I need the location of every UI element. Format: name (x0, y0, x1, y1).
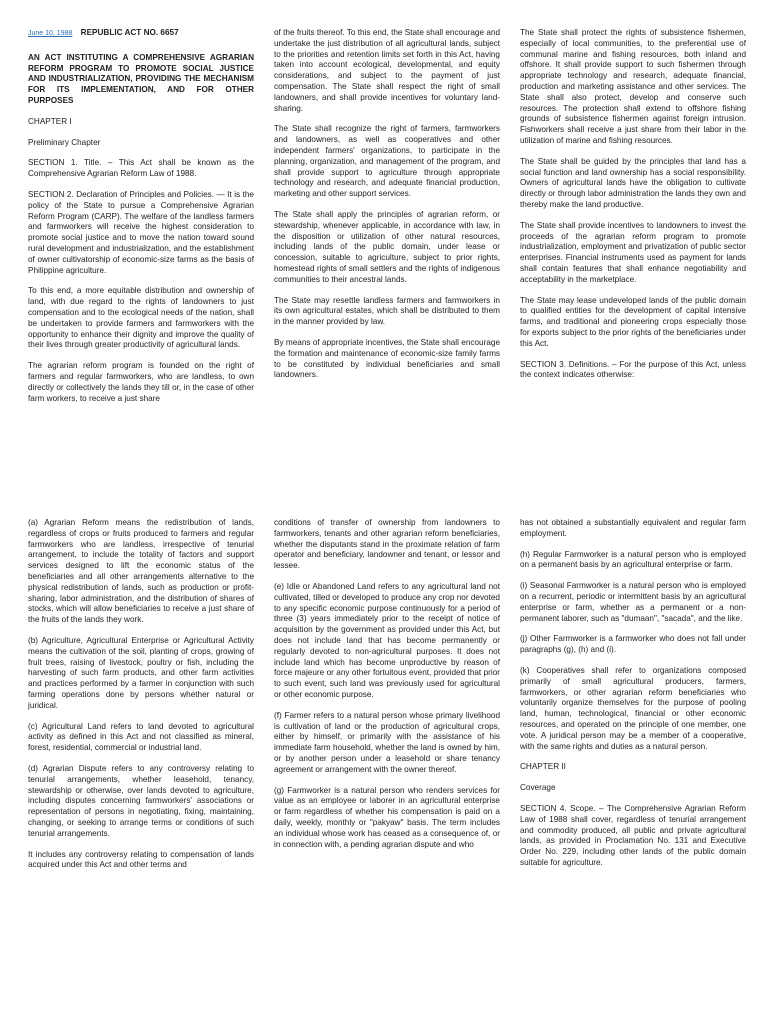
paragraph-group (520, 804, 746, 869)
paragraph: The State shall be guided by the principles that land has a social function and land ownership has a social responsibility. Owners of agricultural lands have the obligation to cultivate directly or through labor administration the lands they own and thereby make the land productive. (520, 156, 746, 209)
column-3 (520, 518, 746, 1008)
paragraph: (c) Agricultural Land refers to land devoted to agricultural activity as defined in this Act and not classified as mineral, forest, residential, commercial or industrial land. (28, 721, 254, 753)
paragraph-group (28, 518, 254, 871)
paragraph-group (520, 518, 746, 752)
paragraph: By means of appropriate incentives, the State shall encourage the formation and maintenance of economic-size family farms to be constituted by individual beneficiaries and small landowners. (274, 337, 500, 380)
paragraph: SECTION 1. Title. – This Act shall be known as the Comprehensive Agrarian Reform Law of 1988. (28, 158, 254, 179)
paragraph: (e) Idle or Abandoned Land refers to any agricultural land not cultivated, tilled or developed to produce any crop nor devoted to any specific economic purpose continuously for a period of three (3) years immediately prior to the receipt of notice of acquisition by the government as provided under this Act, but does not include land that has become permanently or regularly devoted to non-agricultural purposes. It does not include land which has become unproductive by reason of force majeure or any other fortuitous event, provided that prior to such event, such land was previously used for agricultural or other economic purpose. (274, 581, 500, 699)
paragraph: (i) Seasonal Farmworker is a natural person who is employed on a recurrent, periodic or intermittent basis by an agricultural enterprise or farm, whether as a permanent or a non-permanent laborer, such as "dumaan", "sacada", and the like. (520, 581, 746, 623)
paragraph: conditions of transfer of ownership from landowners to farmworkers, tenants and other agrarian reform beneficiaries, whether the disputants stand in the proximate relation of farm operator and beneficiary, landowner and tenant, or lessor and lessee. (274, 518, 500, 571)
paragraph: has not obtained a substantially equivalent and regular farm employment. (520, 518, 746, 538)
paragraph: SECTION 3. Definitions. – For the purpose of this Act, unless the context indicates otherwise: (520, 359, 746, 380)
header-line (28, 28, 254, 40)
chapter-name: Preliminary Chapter (28, 137, 101, 147)
paragraph: It includes any controversy relating to compensation of lands acquired under this Act and other terms and (28, 849, 254, 870)
paragraph: (k) Cooperatives shall refer to organizations composed primarily of small agricultural producers, farmers, farmworkers, or other agrarian reform beneficiaries who voluntarily organize themselves for the purpose of pooling land, human, technological, financial or other economic resources, and operated on the principle of one member, one vote. A juridical person may be a member of a cooperative, with the same rights and duties as a natural person. (520, 665, 746, 751)
paragraph: SECTION 2. Declaration of Principles and Policies. — It is the policy of the State to pursue a Comprehensive Agrarian Reform Program (CARP). The welfare of the landless farmers and farmworkers will receive the highest consideration to promote social justice and to move the nation toward sound rural development and industrialization, and the establishment of owner cultivatorship of economic-size farms as the basis of Philippine agriculture. (28, 189, 254, 275)
paragraph: To this end, a more equitable distribution and ownership of land, with due regard to the rights of landowners to just compensation and to the ecological needs of the nation, shall be undertaken to provide farmers and farmworkers with the opportunity to enhance their dignity and improve the quality of their lives through greater productivity of agricultural lands. (28, 286, 254, 350)
act-title: AN ACT INSTITUTING A COMPREHENSIVE AGRARIAN REFORM PROGRAM TO PROMOTE SOCIAL JUSTICE AND INDUSTRIALIZATION, PROVIDING THE MECHANISM FOR ITS IMPLEMENTATION, AND FOR OTHER PURPOSES (28, 52, 254, 105)
paragraph: The agrarian reform program is founded on the right of farmers and regular farmworkers, who are landless, to own directly or collectively the lands they till or, in the case of other farm workers, to receive a just share (28, 361, 254, 403)
column-2 (274, 28, 500, 518)
paragraph: (b) Agriculture, Agricultural Enterprise or Agricultural Activity means the cultivation of the soil, planting of crops, growing of fruit trees, raising of livestock, poultry or fish, including the harvesting of such farm products, and other farm activities and practices performed by a farmer in conjunction with such farming operations done by persons whether natural or juridical. (28, 635, 254, 710)
paragraph: of the fruits thereof. To this end, the State shall encourage and undertake the just distribution of all agricultural lands, subject to the priorities and retention limits set forth in this Act, having taken into account ecological, developmental, and equity considerations, and subject to the payment of just compensation. The State shall respect the right of small landowners, and shall provide incentives for voluntary land-sharing. (274, 28, 500, 113)
paragraph: The State may lease undeveloped lands of the public domain to qualified entities for the development of capital intensive farms, and traditional and pioneering crops especially those for exports subject to the prior rights of the beneficiaries under this Act. (520, 295, 746, 348)
paragraph-group (28, 158, 254, 404)
bottom-section (28, 518, 746, 1008)
chapter-heading: CHAPTER II (520, 762, 566, 772)
paragraph: (h) Regular Farmworker is a natural person who is employed on a permanent basis by an agricultural enterprise or farm. (520, 549, 746, 570)
paragraph: SECTION 4. Scope. – The Comprehensive Agrarian Reform Law of 1988 shall cover, regardless of tenurial arrangement and commodity produced, all public and private agricultural lands, as provided in Proclamation No. 131 and Executive Order No. 229, including other lands of the public domain suitable for agriculture. (520, 803, 746, 867)
paragraph: (g) Farmworker is a natural person who renders services for value as an employee or laborer in an agricultural enterprise or farm regardless of whether his compensation is paid on a daily, weekly, monthly or "pakyaw" basis. The term includes an individual whose work has ceased as a consequence of, or in connection with, a pending agrarian dispute and who (274, 785, 500, 849)
paragraph: The State shall apply the principles of agrarian reform, or stewardship, whenever applicable, in accordance with law, in the disposition or utilization of other natural resources, including lands of the public domain, under lease or concession, suitable to agriculture, subject to prior rights, homestead rights of small settlers and the rights of indigenous communities to their ancestral lands. (274, 209, 500, 284)
chapter-heading: CHAPTER I (28, 116, 72, 126)
paragraph: The State shall protect the rights of subsistence fishermen, especially of local communities, to the preferential use of communal marine and fishing resources, both inland and offshore. It shall provide support to such fishermen through appropriate technology and research, adequate financial, production and marketing assistance and other services. The State shall also protect, develop and conserve such resources. The protection shall extend to offshore fishing grounds of subsistence fishermen against foreign intrusion. Fishworkers shall receive a just share from their labor in the utilization of marine and fishing resources. (520, 28, 746, 145)
paragraph: (j) Other Farmworker is a farmworker who does not fall under paragraphs (g), (h) and (i). (520, 634, 746, 655)
paragraph: (a) Agrarian Reform means the redistribution of lands, regardless of crops or fruits produced to farmers and regular farmworkers who are landless, irrespective of tenurial arrangement, to include the totality of factors and support services designed to lift the economic status of the beneficiaries and all other arrangements alternative to the physical redistribution of lands, such as production or profit-sharing, labor administration, and the distribution of shares of stocks, which will allow beneficiaries to receive a just share of the fruits of the lands they work. (28, 518, 254, 625)
paragraph: The State may resettle landless farmers and farmworkers in its own agricultural estates, which shall be distributed to them in the manner provided by law. (274, 295, 500, 327)
paragraph-group (520, 28, 746, 381)
column-1 (28, 518, 254, 1008)
paragraph: The State shall recognize the right of farmers, farmworkers and landowners, as well as cooperatives and other independent farmers' organizations, to participate in the planning, organization, and management of the program, and shall provide support to agriculture through appropriate technology and research, and adequate financial production, marketing and other support services. (274, 124, 500, 199)
chapter-name: Coverage (520, 783, 556, 793)
paragraph: (d) Agrarian Dispute refers to any controversy relating to tenurial arrangements, whether leasehold, tenancy, stewardship or otherwise, over lands devoted to agriculture, including disputes concerning farmworkers' associations or representation of persons in negotiating, fixing, maintaining, changing, or seeking to arrange terms or conditions of such tenurial arrangements. (28, 763, 254, 838)
column-2 (274, 518, 500, 1008)
act-number: REPUBLIC ACT NO. 6657 (80, 28, 179, 37)
column-1 (28, 28, 254, 518)
date-link[interactable]: June 10, 1988 (28, 30, 73, 37)
paragraph-group (274, 28, 500, 381)
paragraph: The State shall provide incentives to landowners to invest the proceeds of the agrarian reform program to promote industrialization, employment and privatization of public sector enterprises. Financial instruments used as payment for lands shall contain features that shall enhance negotiability and acceptability in the marketplace. (520, 220, 746, 284)
top-section (28, 28, 746, 518)
paragraph-group (274, 518, 500, 850)
paragraph: (f) Farmer refers to a natural person whose primary livelihood is cultivation of land or the production of agricultural crops, either by himself, or primarily with the assistance of his immediate farm household, whether the land is owned by him, or by another person under a leasehold or share tenancy agreement or arrangement with the owner thereof. (274, 710, 500, 774)
column-3 (520, 28, 746, 518)
